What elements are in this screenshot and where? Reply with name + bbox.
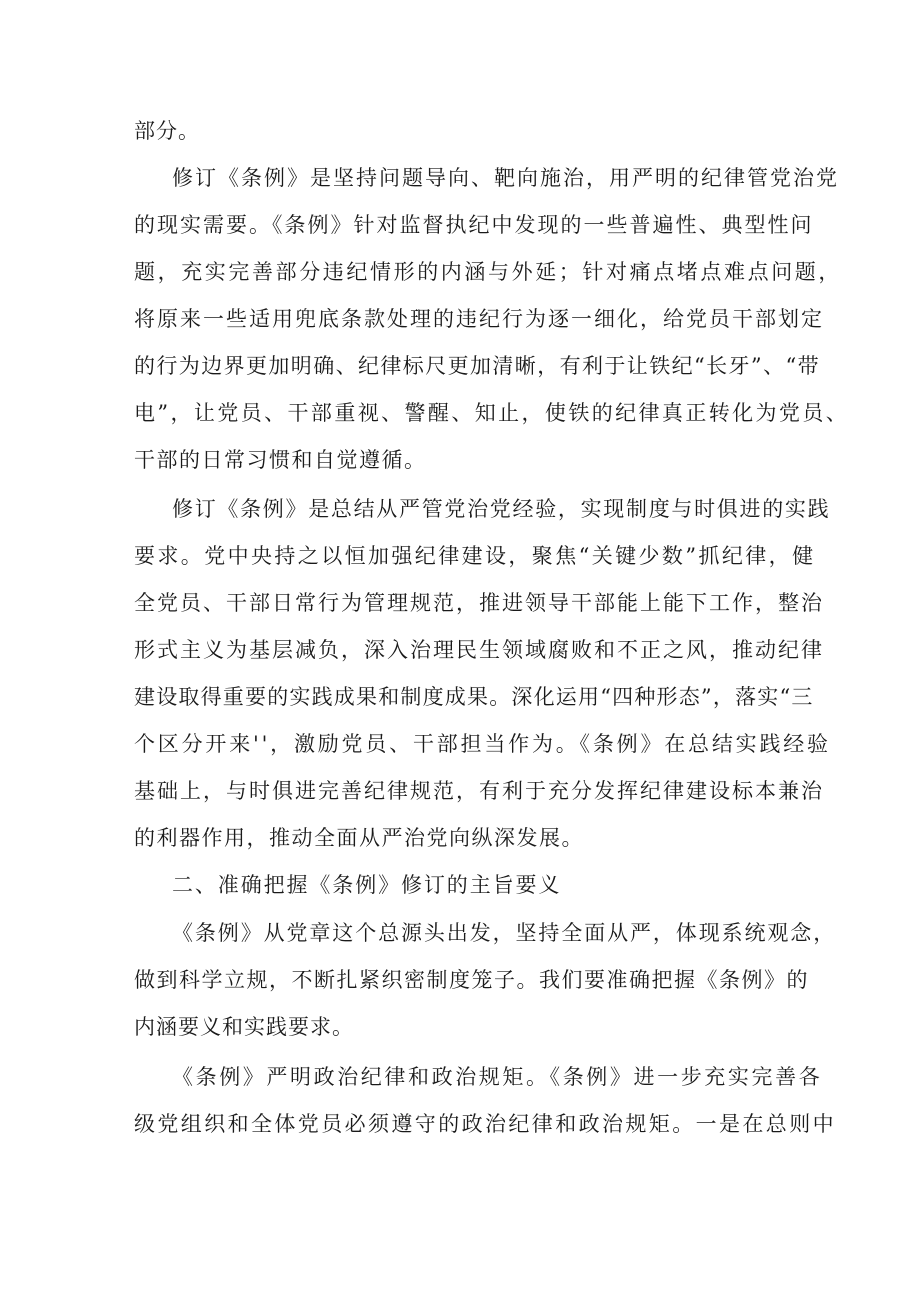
text-line-12: 形式主义为基层减负，深入治理民生领域腐败和不正之风，推动纪律 — [134, 638, 824, 662]
text-line-13: 建设取得重要的实践成果和制度成果。深化运用“四种形态”，落实“三 — [134, 685, 814, 709]
text-line-18: 做到科学立规，不断扎紧织密制度笼子。我们要准确把握《条例》的 — [134, 968, 809, 992]
text-line-19: 内涵要义和实践要求。 — [134, 1015, 354, 1039]
text-line-7: 电”，让党员、干部重视、警醒、知止，使铁的纪律真正转化为党员、 — [134, 401, 850, 425]
text-line-14: 个区分开来''，激励党员、干部担当作为。《条例》在总结实践经验 — [134, 732, 831, 756]
text-line-17: 《条例》从党章这个总源头出发，坚持全面从严，体现系统观念， — [172, 921, 837, 945]
text-line-20: 《条例》严明政治纪律和政治规矩。《条例》进一步充实完善各 — [172, 1065, 823, 1089]
text-line-1: 部分。 — [134, 119, 200, 143]
section-heading-2: 二、准确把握《条例》修订的主旨要义 — [172, 873, 562, 897]
text-line-3: 的现实需要。《条例》针对监督执纪中发现的一些普遍性、典型性问 — [134, 213, 814, 237]
text-line-16: 的利器作用，推动全面从严治党向纵深发展。 — [134, 826, 584, 850]
text-line-9: 修订《条例》是总结从严管党治党经验，实现制度与时俱进的实践 — [172, 497, 831, 521]
text-line-4: 题，充实完善部分违纪情形的内涵与外延；针对痛点堵点难点问题， — [134, 260, 842, 284]
text-line-8: 干部的日常习惯和自觉遵循。 — [134, 448, 427, 472]
text-line-6: 的行为边界更加明确、纪律标尺更加清晰，有利于让铁纪“长牙”、“带 — [134, 354, 821, 378]
text-line-5: 将原来一些适用兜底条款处理的违纪行为逐一细化，给党员干部划定 — [134, 307, 824, 331]
text-line-11: 全党员、干部日常行为管理规范，推进领导干部能上能下工作，整治 — [134, 591, 824, 615]
text-line-10: 要求。党中央持之以恒加强纪律建设，聚焦“关键少数”抓纪律，健 — [134, 544, 816, 568]
text-line-21: 级党组织和全体党员必须遵守的政治纪律和政治规矩。一是在总则中 — [134, 1112, 836, 1136]
text-line-2: 修订《条例》是坚持问题导向、靶向施治，用严明的纪律管党治党 — [172, 166, 839, 190]
text-line-15: 基础上，与时俱进完善纪律规范，有利于充分发挥纪律建设标本兼治 — [134, 779, 824, 803]
